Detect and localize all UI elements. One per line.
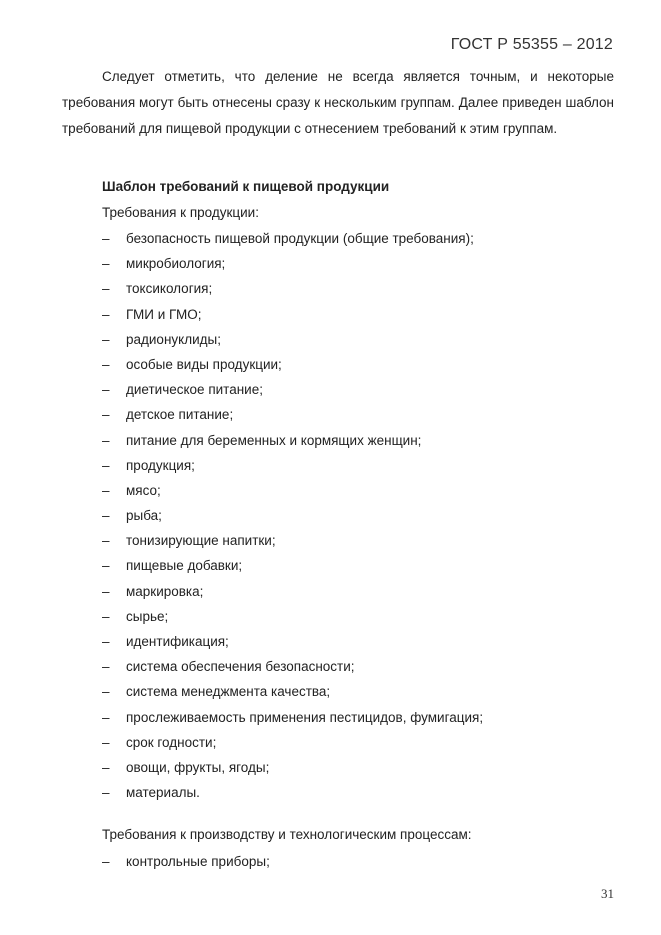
list-bullet-dash: – xyxy=(102,634,110,649)
list-item-text: система менеджмента качества; xyxy=(126,684,331,700)
process-requirements-label: Требования к производству и технологическим процессам: xyxy=(102,827,472,842)
list-item-text: тонизирующие напитки; xyxy=(126,533,276,549)
list-item-text: идентификация; xyxy=(126,634,229,649)
list-item xyxy=(0,453,661,478)
list-item-text: радионуклиды; xyxy=(126,331,221,347)
list-bullet-dash: – xyxy=(102,508,110,524)
list-bullet-dash: – xyxy=(102,331,110,347)
document-header-code: ГОСТ Р 55355 – 2012 xyxy=(450,36,613,53)
list-item xyxy=(0,849,661,874)
list-item-text: прослеживаемость применения пестицидов, фумигация; xyxy=(126,709,484,725)
list-bullet-dash: – xyxy=(102,608,110,624)
list-item-text: срок годности; xyxy=(126,734,217,750)
list-item xyxy=(0,780,661,805)
list-item-text: материалы. xyxy=(126,785,200,801)
list-item xyxy=(0,302,661,327)
list-item xyxy=(0,327,661,352)
list-item-text: контрольные приборы; xyxy=(126,854,270,869)
list-item-text: овощи, фрукты, ягоды; xyxy=(126,759,270,775)
list-bullet-dash: – xyxy=(102,583,110,599)
process-requirements-list xyxy=(0,849,661,874)
list-bullet-dash: – xyxy=(102,382,110,398)
page-number: 31 xyxy=(601,886,614,901)
list-item-text: система обеспечения безопасности; xyxy=(126,659,355,675)
product-requirements-label: Требования к продукции: xyxy=(102,205,259,220)
list-item xyxy=(0,251,661,276)
list-item-text: ГМИ и ГМО; xyxy=(126,306,202,322)
list-item-text: микробиология; xyxy=(126,256,226,272)
list-bullet-dash: – xyxy=(102,432,110,448)
list-item xyxy=(0,755,661,780)
list-item-text: сырье; xyxy=(126,608,169,624)
list-bullet-dash: – xyxy=(102,684,110,700)
list-item-text: питание для беременных и кормящих женщин; xyxy=(126,432,422,448)
list-bullet-dash: – xyxy=(102,709,110,725)
list-bullet-dash: – xyxy=(102,407,110,423)
list-item xyxy=(0,629,661,654)
list-item-text: маркировка; xyxy=(126,583,204,599)
list-item-text: безопасность пищевой продукции (общие требования); xyxy=(126,231,474,246)
list-item xyxy=(0,503,661,528)
list-bullet-dash: – xyxy=(102,533,110,549)
list-bullet-dash: – xyxy=(102,356,110,372)
list-bullet-dash: – xyxy=(102,734,110,750)
list-item xyxy=(0,679,661,704)
list-bullet-dash: – xyxy=(102,457,110,473)
list-item-text: продукция; xyxy=(126,457,195,473)
list-item xyxy=(0,730,661,755)
list-item xyxy=(0,402,661,427)
list-bullet-dash: – xyxy=(102,482,110,498)
list-bullet-dash: – xyxy=(102,231,110,246)
list-bullet-dash: – xyxy=(102,558,110,574)
list-item xyxy=(0,377,661,402)
list-item xyxy=(0,705,661,730)
section-title: Шаблон требований к пищевой продукции xyxy=(102,179,390,194)
list-bullet-dash: – xyxy=(102,659,110,675)
list-item-text: особые виды продукции; xyxy=(126,356,282,372)
list-item xyxy=(0,352,661,377)
list-item-text: мясо; xyxy=(126,482,161,498)
list-item xyxy=(0,553,661,578)
list-bullet-dash: – xyxy=(102,306,110,322)
intro-paragraph: Следует отметить, что деление не всегда является точным, и некоторые требования могут быть отнесены сразу к нескольким группам. Далее приведен шаблон требований для пищевой продукции с отнесением требований к этим группам. xyxy=(62,69,614,136)
list-item-text: детское питание; xyxy=(126,407,234,423)
list-item xyxy=(0,276,661,301)
list-item xyxy=(0,428,661,453)
list-item xyxy=(0,579,661,604)
list-item-text: пищевые добавки; xyxy=(126,558,243,574)
list-item-text: токсикология; xyxy=(126,281,213,297)
list-item xyxy=(0,654,661,679)
list-bullet-dash: – xyxy=(102,281,110,297)
list-bullet-dash: – xyxy=(102,256,110,272)
list-item xyxy=(0,604,661,629)
list-item xyxy=(0,528,661,553)
list-item xyxy=(0,226,661,251)
list-bullet-dash: – xyxy=(102,854,110,869)
list-bullet-dash: – xyxy=(102,759,110,775)
list-item-text: рыба; xyxy=(126,508,162,524)
product-requirements-list xyxy=(0,226,661,805)
list-item xyxy=(0,478,661,503)
list-item-text: диетическое питание; xyxy=(126,382,263,398)
list-bullet-dash: – xyxy=(102,785,110,801)
